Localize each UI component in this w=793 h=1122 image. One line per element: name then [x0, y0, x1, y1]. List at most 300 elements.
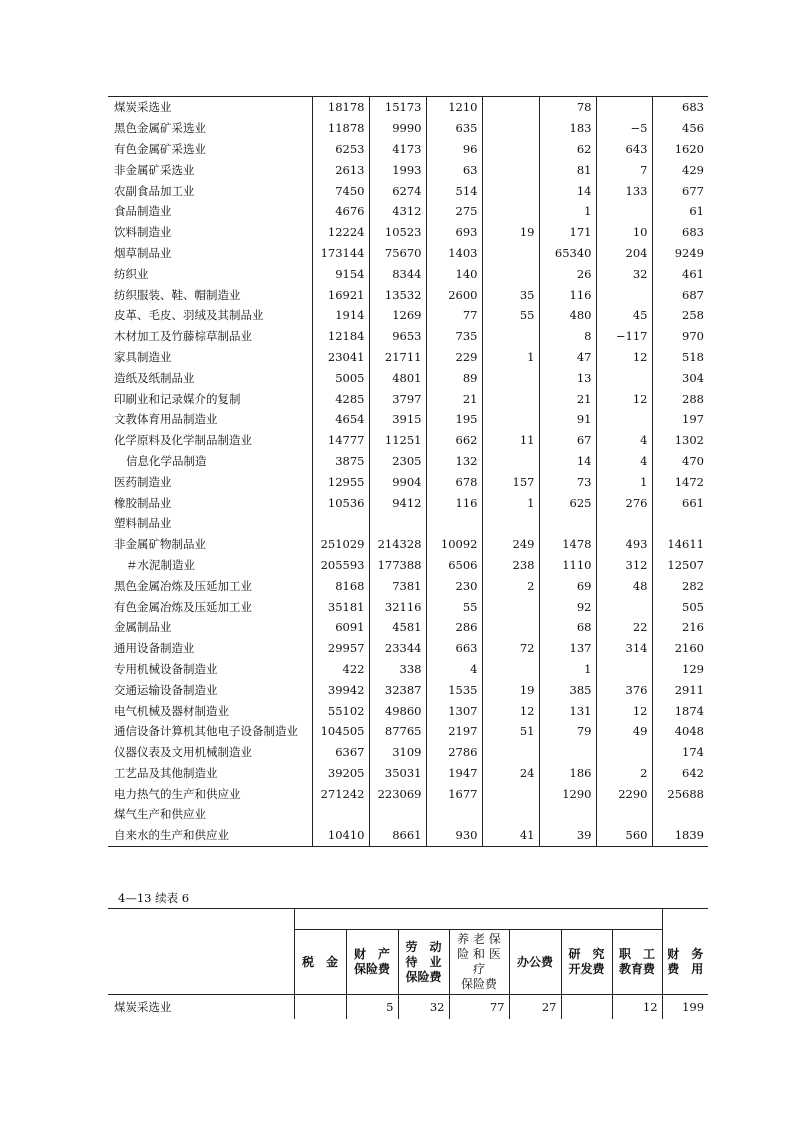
cell-value: 49 — [596, 721, 652, 742]
cell-value: 2613 — [312, 159, 369, 180]
cell-value: 14 — [539, 180, 596, 201]
cell-value: 12 — [482, 700, 539, 721]
table-row — [108, 159, 708, 180]
cell-value: 1307 — [426, 700, 482, 721]
cell-value — [596, 284, 652, 305]
row-industry-name: 自来水的生产和供应业 — [108, 825, 312, 846]
table-row — [108, 638, 708, 659]
table-row — [108, 243, 708, 264]
cell-value — [482, 388, 539, 409]
cell-value: 230 — [426, 575, 482, 596]
cell-value: 2911 — [652, 679, 708, 700]
header-financial-expenses — [662, 930, 708, 995]
cell-value — [596, 97, 652, 118]
table-row — [108, 97, 708, 118]
cell-value: 625 — [539, 492, 596, 513]
cell-value — [482, 159, 539, 180]
cell-value: 661 — [652, 492, 708, 513]
cell-value: 314 — [596, 638, 652, 659]
cell-value — [482, 118, 539, 139]
cell-value: 271242 — [312, 783, 369, 804]
row-industry-name: 橡胶制品业 — [114, 495, 172, 510]
cell-value: 1677 — [426, 783, 482, 804]
row-industry-name: ＃水泥制造业 — [126, 557, 195, 572]
cell-value: 642 — [652, 763, 708, 784]
cell-value: 51 — [482, 721, 539, 742]
row-industry-name: 仪器仪表及文用机械制造业 — [114, 745, 252, 760]
row-industry-name: 木材加工及竹藤棕草制品业 — [114, 329, 252, 344]
cell-value: 376 — [596, 679, 652, 700]
cell-value: 6091 — [312, 617, 369, 638]
cell-value: 1 — [539, 201, 596, 222]
cell-value: 2160 — [652, 638, 708, 659]
cell-value: 62 — [539, 139, 596, 160]
cell-value: 12 — [596, 700, 652, 721]
cell-value — [369, 804, 426, 825]
table-row — [108, 575, 708, 596]
cell-value: 1993 — [369, 159, 426, 180]
header-unemployment-insurance — [398, 930, 449, 995]
table-row — [108, 596, 708, 617]
cell-value: 10523 — [369, 222, 426, 243]
cell-value — [539, 742, 596, 763]
cell-value: 338 — [369, 659, 426, 680]
cell-value: −5 — [596, 118, 652, 139]
header-rnd-expenses — [561, 930, 612, 995]
cell-value: 91 — [539, 409, 596, 430]
cell-value: 6367 — [312, 742, 369, 763]
cell-value: 643 — [596, 139, 652, 160]
row-industry-name: 黑色金属冶炼及压延加工业 — [114, 578, 252, 593]
cell-value: 930 — [426, 825, 482, 846]
cell-value: −117 — [596, 326, 652, 347]
cell-value: 183 — [539, 118, 596, 139]
row-industry-name: 信息化学品制造 — [126, 453, 207, 468]
cell-value — [596, 367, 652, 388]
cell-value: 514 — [426, 180, 482, 201]
header-group-band — [294, 909, 662, 930]
header-corner-bottom — [108, 930, 294, 995]
cell-value: 2197 — [426, 721, 482, 742]
cell-value: 1535 — [426, 679, 482, 700]
cell-value: 10410 — [312, 825, 369, 846]
row-industry-name: 通用设备制造业 — [114, 641, 195, 656]
table-row — [108, 825, 708, 846]
cell-value: 223069 — [369, 783, 426, 804]
cell-value: 1 — [596, 471, 652, 492]
cell-value: 312 — [596, 555, 652, 576]
cell-value — [482, 659, 539, 680]
cell-value: 12184 — [312, 326, 369, 347]
cell-value: 12 — [596, 347, 652, 368]
cell-value: 3797 — [369, 388, 426, 409]
cell-value: 9990 — [369, 118, 426, 139]
cell-value: 19 — [482, 679, 539, 700]
cell-value: 14611 — [652, 534, 708, 555]
cell-value: 7381 — [369, 575, 426, 596]
cell-value: 55 — [482, 305, 539, 326]
table-row — [108, 492, 708, 513]
header-property-insurance-text: 财 产 保险费 — [353, 947, 390, 976]
row-industry-name: 文教体育用品制造业 — [114, 412, 218, 427]
cell-value — [482, 180, 539, 201]
cell-value: 505 — [652, 596, 708, 617]
cell-value — [561, 995, 612, 1020]
row-industry-name: 有色金属冶炼及压延加工业 — [114, 599, 252, 614]
cell-value: 129 — [652, 659, 708, 680]
cell-value: 282 — [652, 575, 708, 596]
cell-value: 18178 — [312, 97, 369, 118]
cell-value: 186 — [539, 763, 596, 784]
cell-value: 470 — [652, 451, 708, 472]
cell-value: 25688 — [652, 783, 708, 804]
cell-value: 1210 — [426, 97, 482, 118]
cell-value: 687 — [652, 284, 708, 305]
cell-value: 8661 — [369, 825, 426, 846]
row-industry-name: 金属制品业 — [114, 620, 172, 635]
cell-value: 26 — [539, 263, 596, 284]
cell-value — [596, 804, 652, 825]
table-row — [108, 995, 708, 1020]
cell-value: 8168 — [312, 575, 369, 596]
cell-value: 23041 — [312, 347, 369, 368]
cell-value: 140 — [426, 263, 482, 284]
header-staff-education — [612, 930, 662, 995]
cell-value — [482, 783, 539, 804]
cell-value: 11878 — [312, 118, 369, 139]
cell-value: 560 — [596, 825, 652, 846]
cell-value: 79 — [539, 721, 596, 742]
cell-value: 199 — [662, 995, 708, 1020]
table-row — [108, 679, 708, 700]
table-row — [108, 180, 708, 201]
cell-value: 2290 — [596, 783, 652, 804]
cell-value: 683 — [652, 222, 708, 243]
row-industry-name: 化学原料及化学制品制造业 — [114, 433, 252, 448]
table-row — [108, 534, 708, 555]
cell-value: 63 — [426, 159, 482, 180]
cell-value: 1839 — [652, 825, 708, 846]
cell-value: 1290 — [539, 783, 596, 804]
cell-value: 73 — [539, 471, 596, 492]
header-band-right — [662, 909, 708, 930]
cell-value: 1 — [539, 659, 596, 680]
cell-value — [482, 326, 539, 347]
cell-value: 1914 — [312, 305, 369, 326]
cell-value: 39942 — [312, 679, 369, 700]
table-row — [108, 555, 708, 576]
cell-value: 422 — [312, 659, 369, 680]
cell-value — [426, 513, 482, 534]
cell-value: 238 — [482, 555, 539, 576]
row-industry-name: 食品制造业 — [114, 204, 172, 219]
cell-value — [482, 409, 539, 430]
cell-value: 251029 — [312, 534, 369, 555]
cell-value — [539, 804, 596, 825]
cell-value: 11 — [482, 430, 539, 451]
cell-value: 21711 — [369, 347, 426, 368]
cell-value: 13532 — [369, 284, 426, 305]
header-staff-education-text: 职 工 教育费 — [619, 947, 656, 976]
row-industry-name: 专用机械设备制造业 — [114, 661, 218, 676]
cell-value: 683 — [652, 97, 708, 118]
cell-value: 275 — [426, 201, 482, 222]
row-industry-name: 家具制造业 — [114, 349, 172, 364]
cell-value: 7450 — [312, 180, 369, 201]
cell-value: 12507 — [652, 555, 708, 576]
cell-value: 173144 — [312, 243, 369, 264]
cell-value — [294, 995, 346, 1020]
cell-value: 288 — [652, 388, 708, 409]
cell-value: 663 — [426, 638, 482, 659]
cell-value: 27 — [509, 995, 561, 1020]
cell-value: 22 — [596, 617, 652, 638]
cell-value: 9249 — [652, 243, 708, 264]
header-corner-top — [108, 909, 294, 930]
row-industry-name: 印刷业和记录媒介的复制 — [114, 391, 241, 406]
cell-value — [369, 513, 426, 534]
cell-value: 480 — [539, 305, 596, 326]
row-industry-name: 医药制造业 — [114, 474, 172, 489]
table-row — [108, 742, 708, 763]
cell-value: 21 — [426, 388, 482, 409]
cell-value: 1472 — [652, 471, 708, 492]
cell-value: 304 — [652, 367, 708, 388]
cell-value: 10536 — [312, 492, 369, 513]
cell-value: 216 — [652, 617, 708, 638]
cell-value: 35031 — [369, 763, 426, 784]
cell-value: 4173 — [369, 139, 426, 160]
table-row — [108, 305, 708, 326]
row-industry-name: 煤气生产和供应业 — [114, 807, 206, 822]
table-row — [108, 617, 708, 638]
cell-value — [312, 804, 369, 825]
cell-value: 32 — [596, 263, 652, 284]
table-row — [108, 118, 708, 139]
cell-value: 6253 — [312, 139, 369, 160]
cell-value: 385 — [539, 679, 596, 700]
table-row — [108, 326, 708, 347]
row-industry-name: 黑色金属矿采选业 — [114, 121, 206, 136]
cell-value: 65340 — [539, 243, 596, 264]
cell-value — [312, 513, 369, 534]
cell-value: 61 — [652, 201, 708, 222]
cell-value: 12 — [612, 995, 662, 1020]
cell-value: 12 — [596, 388, 652, 409]
cell-value: 461 — [652, 263, 708, 284]
cell-value — [652, 804, 708, 825]
header-rnd-expenses-text: 研 究 开发费 — [568, 947, 605, 976]
header-office-expenses: 办公费 — [509, 930, 561, 995]
header-band-top — [108, 909, 708, 930]
cell-value: 4676 — [312, 201, 369, 222]
table-row — [108, 451, 708, 472]
cell-value: 9904 — [369, 471, 426, 492]
cell-value: 1 — [482, 492, 539, 513]
cell-value — [596, 513, 652, 534]
cell-value: 677 — [652, 180, 708, 201]
industry-cost-table — [108, 96, 708, 847]
cell-value: 7 — [596, 159, 652, 180]
cell-value — [596, 742, 652, 763]
cell-value: 2305 — [369, 451, 426, 472]
cell-value: 635 — [426, 118, 482, 139]
cell-value: 2 — [596, 763, 652, 784]
cell-value — [539, 513, 596, 534]
cell-value — [596, 409, 652, 430]
cell-value: 4 — [426, 659, 482, 680]
cell-value: 4 — [596, 430, 652, 451]
cell-value — [596, 659, 652, 680]
row-industry-name: 电力热气的生产和供应业 — [114, 786, 241, 801]
cell-value: 1 — [482, 347, 539, 368]
row-industry-name: 非金属矿物制品业 — [114, 537, 206, 552]
cell-value — [482, 97, 539, 118]
table-row — [108, 201, 708, 222]
cell-value: 4312 — [369, 201, 426, 222]
cell-value: 87765 — [369, 721, 426, 742]
row-industry-name: 煤炭采选业 — [108, 97, 312, 118]
header-tax: 税 金 — [294, 930, 346, 995]
cell-value: 78 — [539, 97, 596, 118]
cell-value: 3915 — [369, 409, 426, 430]
cell-value: 1403 — [426, 243, 482, 264]
cell-value: 68 — [539, 617, 596, 638]
row-industry-name: 农副食品加工业 — [114, 183, 195, 198]
cell-value: 55 — [426, 596, 482, 617]
cell-value: 41 — [482, 825, 539, 846]
cell-value: 49860 — [369, 700, 426, 721]
cell-value: 133 — [596, 180, 652, 201]
cell-value: 2786 — [426, 742, 482, 763]
cell-value: 157 — [482, 471, 539, 492]
cell-value: 4285 — [312, 388, 369, 409]
cell-value: 662 — [426, 430, 482, 451]
cell-value: 35181 — [312, 596, 369, 617]
cell-value: 174 — [652, 742, 708, 763]
cell-value: 5005 — [312, 367, 369, 388]
cell-value: 137 — [539, 638, 596, 659]
cell-value: 67 — [539, 430, 596, 451]
cell-value: 286 — [426, 617, 482, 638]
cell-value: 23344 — [369, 638, 426, 659]
header-pension-medical-insurance — [449, 930, 509, 995]
cell-value: 204 — [596, 243, 652, 264]
table-row — [108, 388, 708, 409]
cell-value: 693 — [426, 222, 482, 243]
column-header-row — [108, 930, 708, 995]
row-industry-name: 煤炭采选业 — [114, 1000, 172, 1014]
cell-value: 92 — [539, 596, 596, 617]
cell-value: 75670 — [369, 243, 426, 264]
table-row — [108, 409, 708, 430]
cell-value: 48 — [596, 575, 652, 596]
table-row — [108, 763, 708, 784]
row-industry-name: 非金属矿采选业 — [114, 162, 195, 177]
cell-value: 3109 — [369, 742, 426, 763]
table-row — [108, 804, 708, 825]
continued-table — [108, 908, 708, 1019]
cell-value: 3875 — [312, 451, 369, 472]
cell-value: 32116 — [369, 596, 426, 617]
cell-value: 177388 — [369, 555, 426, 576]
cell-value — [482, 617, 539, 638]
industry-cost-grid — [108, 96, 708, 847]
cell-value — [596, 201, 652, 222]
cell-value: 456 — [652, 118, 708, 139]
cell-value — [482, 451, 539, 472]
cell-value: 21 — [539, 388, 596, 409]
cell-value: 9653 — [369, 326, 426, 347]
table-row — [108, 721, 708, 742]
row-industry-name: 烟草制品业 — [114, 245, 172, 260]
cell-value: 8344 — [369, 263, 426, 284]
row-industry-name: 通信设备计算机其他电子设备制造业 — [114, 724, 298, 739]
table-row — [108, 263, 708, 284]
table-row — [108, 700, 708, 721]
cell-value: 11251 — [369, 430, 426, 451]
header-property-insurance — [346, 930, 398, 995]
cell-value: 4581 — [369, 617, 426, 638]
cell-value — [482, 263, 539, 284]
table-row — [108, 471, 708, 492]
cell-value: 1478 — [539, 534, 596, 555]
cell-value: 96 — [426, 139, 482, 160]
table-row — [108, 430, 708, 451]
table-row — [108, 222, 708, 243]
cell-value: 9412 — [369, 492, 426, 513]
cell-value: 116 — [426, 492, 482, 513]
cell-value — [482, 596, 539, 617]
cell-value: 131 — [539, 700, 596, 721]
cell-value: 4654 — [312, 409, 369, 430]
cell-value: 55102 — [312, 700, 369, 721]
cell-value: 276 — [596, 492, 652, 513]
cell-value: 678 — [426, 471, 482, 492]
cell-value — [482, 367, 539, 388]
cell-value: 735 — [426, 326, 482, 347]
cell-value: 15173 — [369, 97, 426, 118]
cell-value: 45 — [596, 305, 652, 326]
header-unemployment-insurance-text: 劳 动 待 业 保险费 — [405, 939, 442, 984]
cell-value: 13 — [539, 367, 596, 388]
cell-value: 2600 — [426, 284, 482, 305]
row-industry-name: 电气机械及器材制造业 — [114, 703, 229, 718]
row-industry-name: 有色金属矿采选业 — [114, 141, 206, 156]
row-industry-name: 造纸及纸制品业 — [114, 370, 195, 385]
continued-table-grid — [108, 908, 708, 1019]
cell-value: 8 — [539, 326, 596, 347]
table-row — [108, 367, 708, 388]
cell-value: 10092 — [426, 534, 482, 555]
row-industry-name: 纺织服装、鞋、帽制造业 — [114, 287, 241, 302]
cell-value: 116 — [539, 284, 596, 305]
cell-value — [652, 513, 708, 534]
cell-value: 132 — [426, 451, 482, 472]
cell-value: 81 — [539, 159, 596, 180]
cell-value: 69 — [539, 575, 596, 596]
cell-value: 205593 — [312, 555, 369, 576]
cell-value: 32387 — [369, 679, 426, 700]
table-row — [108, 513, 708, 534]
row-industry-name: 交通运输设备制造业 — [114, 682, 218, 697]
cell-value: 32 — [398, 995, 449, 1020]
cell-value: 16921 — [312, 284, 369, 305]
cell-value: 493 — [596, 534, 652, 555]
cell-value: 6274 — [369, 180, 426, 201]
cell-value — [426, 804, 482, 825]
cell-value: 1269 — [369, 305, 426, 326]
